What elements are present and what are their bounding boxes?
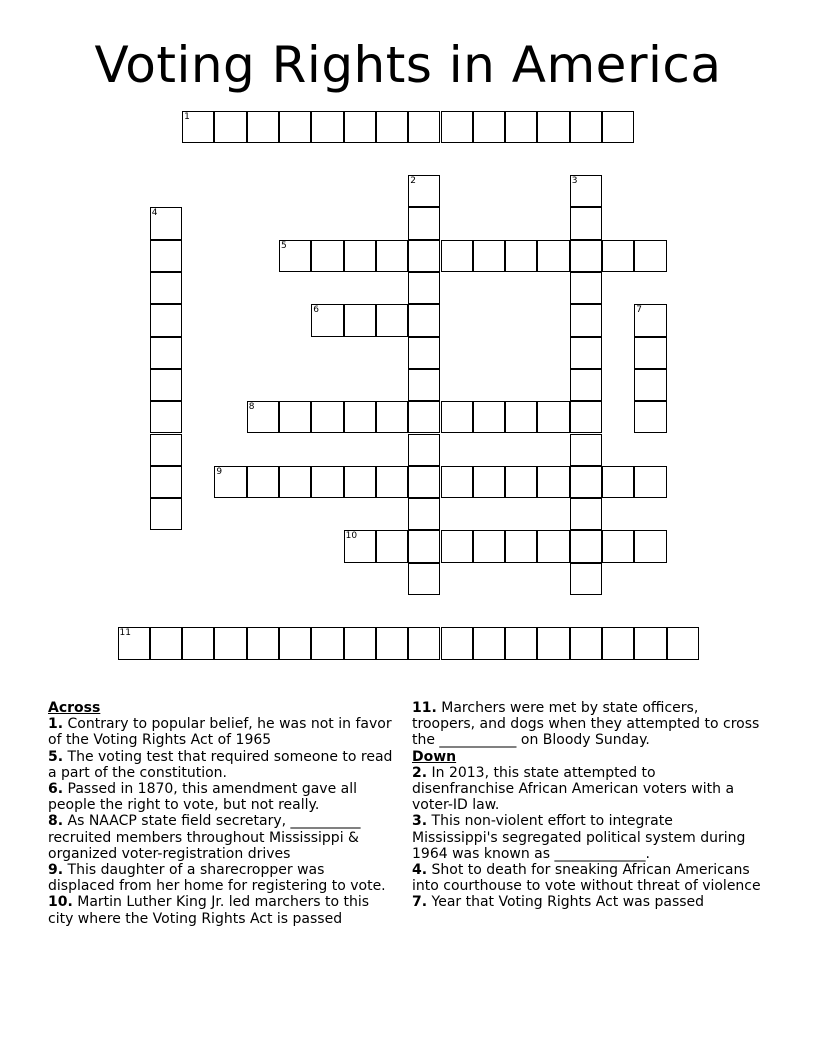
grid-cell[interactable] (473, 240, 505, 272)
grid-cell[interactable] (570, 563, 602, 595)
grid-cell[interactable] (537, 401, 569, 433)
grid-cell[interactable] (182, 627, 214, 659)
grid-cell[interactable] (570, 369, 602, 401)
clue-item (412, 765, 762, 814)
grid-cell[interactable] (214, 111, 246, 143)
grid-cell[interactable] (570, 240, 602, 272)
across-clue-list (48, 716, 393, 927)
grid-cell[interactable] (505, 111, 537, 143)
grid-cell[interactable] (214, 627, 246, 659)
grid-cell[interactable] (279, 401, 311, 433)
grid-cell[interactable] (247, 627, 279, 659)
grid-cell[interactable] (376, 240, 408, 272)
grid-cell[interactable] (634, 401, 666, 433)
grid-cell[interactable] (150, 401, 182, 433)
grid-cell[interactable] (311, 304, 343, 336)
across-clue-list-continued (412, 700, 762, 749)
grid-cell[interactable] (570, 498, 602, 530)
clue-text: The voting test that required someone to read a part of the constitution. (48, 748, 393, 781)
clue-text: Martin Luther King Jr. led marchers to this city where the Voting Rights Act is passed (48, 894, 370, 927)
grid-cell[interactable] (247, 466, 279, 498)
grid-cell[interactable] (247, 401, 279, 433)
grid-cell[interactable] (214, 466, 246, 498)
grid-cell[interactable] (634, 627, 666, 659)
clue-number-label: 7. (412, 894, 428, 911)
grid-cell[interactable] (441, 627, 473, 659)
clue-text: As NAACP state field secretary, __________ recruited members throughout Mississippi & organized voter-registration drives (48, 813, 361, 862)
grid-cell[interactable] (537, 111, 569, 143)
grid-cell[interactable] (473, 530, 505, 562)
grid-cell[interactable] (537, 530, 569, 562)
grid-cell[interactable] (537, 240, 569, 272)
clue-text: In 2013, this state attempted to disenfranchise African American voters with a voter-ID law. (412, 764, 735, 814)
grid-cell[interactable] (344, 401, 376, 433)
grid-cell[interactable] (634, 530, 666, 562)
grid-cell[interactable] (150, 337, 182, 369)
clue-number-label: 5. (48, 748, 64, 765)
grid-cell[interactable] (408, 498, 440, 530)
grid-cell[interactable] (408, 434, 440, 466)
clue-number: 5 (281, 240, 287, 251)
grid-cell[interactable] (408, 627, 440, 659)
grid-cell[interactable] (150, 304, 182, 336)
grid-cell[interactable] (570, 111, 602, 143)
clues-left-column (48, 700, 393, 927)
grid-cell[interactable] (311, 627, 343, 659)
grid-cell[interactable] (150, 498, 182, 530)
grid-cell[interactable] (537, 466, 569, 498)
clue-item (412, 862, 762, 894)
grid-cell[interactable] (570, 627, 602, 659)
grid-cell[interactable] (279, 466, 311, 498)
grid-cell[interactable] (311, 466, 343, 498)
clue-item (48, 749, 393, 781)
grid-cell[interactable] (505, 627, 537, 659)
grid-cell[interactable] (505, 401, 537, 433)
grid-cell[interactable] (570, 207, 602, 239)
clue-number-label: 3. (412, 813, 428, 830)
grid-cell[interactable] (150, 207, 182, 239)
grid-cell[interactable] (570, 272, 602, 304)
grid-cell[interactable] (441, 530, 473, 562)
clue-item (412, 813, 762, 862)
grid-cell[interactable] (570, 530, 602, 562)
grid-cell[interactable] (247, 111, 279, 143)
grid-cell[interactable] (279, 111, 311, 143)
clue-number: 10 (345, 531, 358, 542)
grid-cell[interactable] (505, 530, 537, 562)
grid-cell[interactable] (537, 627, 569, 659)
clue-number-label: 9. (48, 862, 64, 879)
grid-cell[interactable] (634, 369, 666, 401)
grid-cell[interactable] (344, 466, 376, 498)
clue-text: This non-violent effort to integrate Mississippi's segregated political system during 1964 was known as _____________. (412, 813, 746, 862)
grid-cell[interactable] (634, 337, 666, 369)
grid-cell[interactable] (376, 466, 408, 498)
grid-cell[interactable] (505, 466, 537, 498)
grid-cell[interactable] (473, 466, 505, 498)
grid-cell[interactable] (570, 434, 602, 466)
clue-number: 2 (410, 176, 416, 187)
grid-cell[interactable] (376, 401, 408, 433)
grid-cell[interactable] (408, 272, 440, 304)
across-heading: Across (48, 700, 101, 716)
grid-cell[interactable] (150, 369, 182, 401)
clues-right-column (412, 700, 762, 911)
grid-cell[interactable] (344, 111, 376, 143)
grid-cell[interactable] (602, 627, 634, 659)
grid-cell[interactable] (408, 563, 440, 595)
grid-cell[interactable] (150, 434, 182, 466)
grid-cell[interactable] (441, 240, 473, 272)
grid-cell[interactable] (279, 627, 311, 659)
grid-cell[interactable] (279, 240, 311, 272)
clue-number: 8 (248, 402, 255, 413)
grid-cell[interactable] (311, 111, 343, 143)
down-clue-list (412, 765, 762, 911)
clue-item (48, 894, 393, 926)
grid-cell[interactable] (344, 240, 376, 272)
grid-cell[interactable] (150, 240, 182, 272)
grid-cell[interactable] (376, 111, 408, 143)
page-title: Voting Rights in America (94, 36, 722, 94)
clue-number: 9 (216, 466, 223, 477)
clue-number: 4 (151, 208, 158, 219)
clue-text: This daughter of a sharecropper was displaced from her home for registering to vote. (48, 862, 386, 895)
grid-cell[interactable] (344, 304, 376, 336)
clue-item (412, 894, 762, 910)
clue-number-label: 11. (412, 700, 437, 716)
clue-number-label: 8. (48, 813, 64, 830)
clue-number: 7 (636, 305, 643, 316)
grid-cell[interactable] (473, 627, 505, 659)
grid-cell[interactable] (408, 240, 440, 272)
grid-cell[interactable] (667, 627, 699, 659)
clue-number: 1 (184, 111, 190, 122)
grid-cell[interactable] (602, 530, 634, 562)
grid-cell[interactable] (441, 466, 473, 498)
grid-cell[interactable] (408, 207, 440, 239)
grid-cell[interactable] (408, 337, 440, 369)
grid-cell[interactable] (570, 466, 602, 498)
clue-item (48, 781, 393, 813)
grid-cell[interactable] (570, 337, 602, 369)
clue-text: Shot to death for sneaking African Americans into courthouse to vote without threat of violence (412, 862, 761, 895)
grid-cell[interactable] (344, 530, 376, 562)
grid-cell[interactable] (376, 627, 408, 659)
grid-cell[interactable] (376, 304, 408, 336)
clue-text: Marchers were met by state officers, troopers, and dogs when they attempted to cross the ___________ on Bloody Sunday. (412, 700, 760, 749)
grid-cell[interactable] (634, 240, 666, 272)
grid-cell[interactable] (570, 304, 602, 336)
grid-cell[interactable] (602, 240, 634, 272)
grid-cell[interactable] (441, 401, 473, 433)
grid-cell[interactable] (634, 304, 666, 336)
grid-cell[interactable] (570, 175, 602, 207)
clue-text: Contrary to popular belief, he was not in favor of the Voting Rights Act of 1965 (48, 716, 392, 749)
grid-cell[interactable] (602, 466, 634, 498)
clue-number-label: 4. (412, 862, 428, 879)
grid-cell[interactable] (505, 240, 537, 272)
clue-number-label: 10. (48, 894, 73, 911)
grid-cell[interactable] (150, 627, 182, 659)
down-heading: Down (412, 748, 457, 765)
grid-cell[interactable] (150, 466, 182, 498)
grid-cell[interactable] (473, 111, 505, 143)
grid-cell[interactable] (473, 401, 505, 433)
grid-cell[interactable] (408, 304, 440, 336)
grid-cell[interactable] (311, 401, 343, 433)
grid-cell[interactable] (408, 111, 440, 143)
grid-cell[interactable] (408, 175, 440, 207)
grid-cell[interactable] (408, 530, 440, 562)
clue-item (48, 813, 393, 862)
grid-cell[interactable] (408, 401, 440, 433)
clue-item (48, 716, 393, 748)
clue-item (48, 862, 393, 894)
grid-cell[interactable] (182, 111, 214, 143)
grid-cell[interactable] (118, 627, 150, 659)
clue-text: Year that Voting Rights Act was passed (427, 894, 705, 911)
grid-cell[interactable] (634, 466, 666, 498)
clue-number-label: 1. (48, 716, 64, 733)
grid-cell[interactable] (150, 272, 182, 304)
grid-cell[interactable] (408, 369, 440, 401)
clue-number-label: 2. (412, 764, 428, 781)
grid-cell[interactable] (408, 466, 440, 498)
clue-number: 3 (571, 176, 578, 187)
grid-cell[interactable] (441, 111, 473, 143)
clue-number: 11 (119, 628, 131, 639)
grid-cell[interactable] (311, 240, 343, 272)
clue-text: Passed in 1870, this amendment gave all people the right to vote, but not really. (48, 781, 358, 814)
grid-cell[interactable] (602, 111, 634, 143)
grid-cell[interactable] (344, 627, 376, 659)
clue-item (412, 700, 762, 749)
clue-number: 6 (313, 305, 320, 316)
grid-cell[interactable] (376, 530, 408, 562)
grid-cell[interactable] (570, 401, 602, 433)
clue-number-label: 6. (48, 781, 64, 798)
